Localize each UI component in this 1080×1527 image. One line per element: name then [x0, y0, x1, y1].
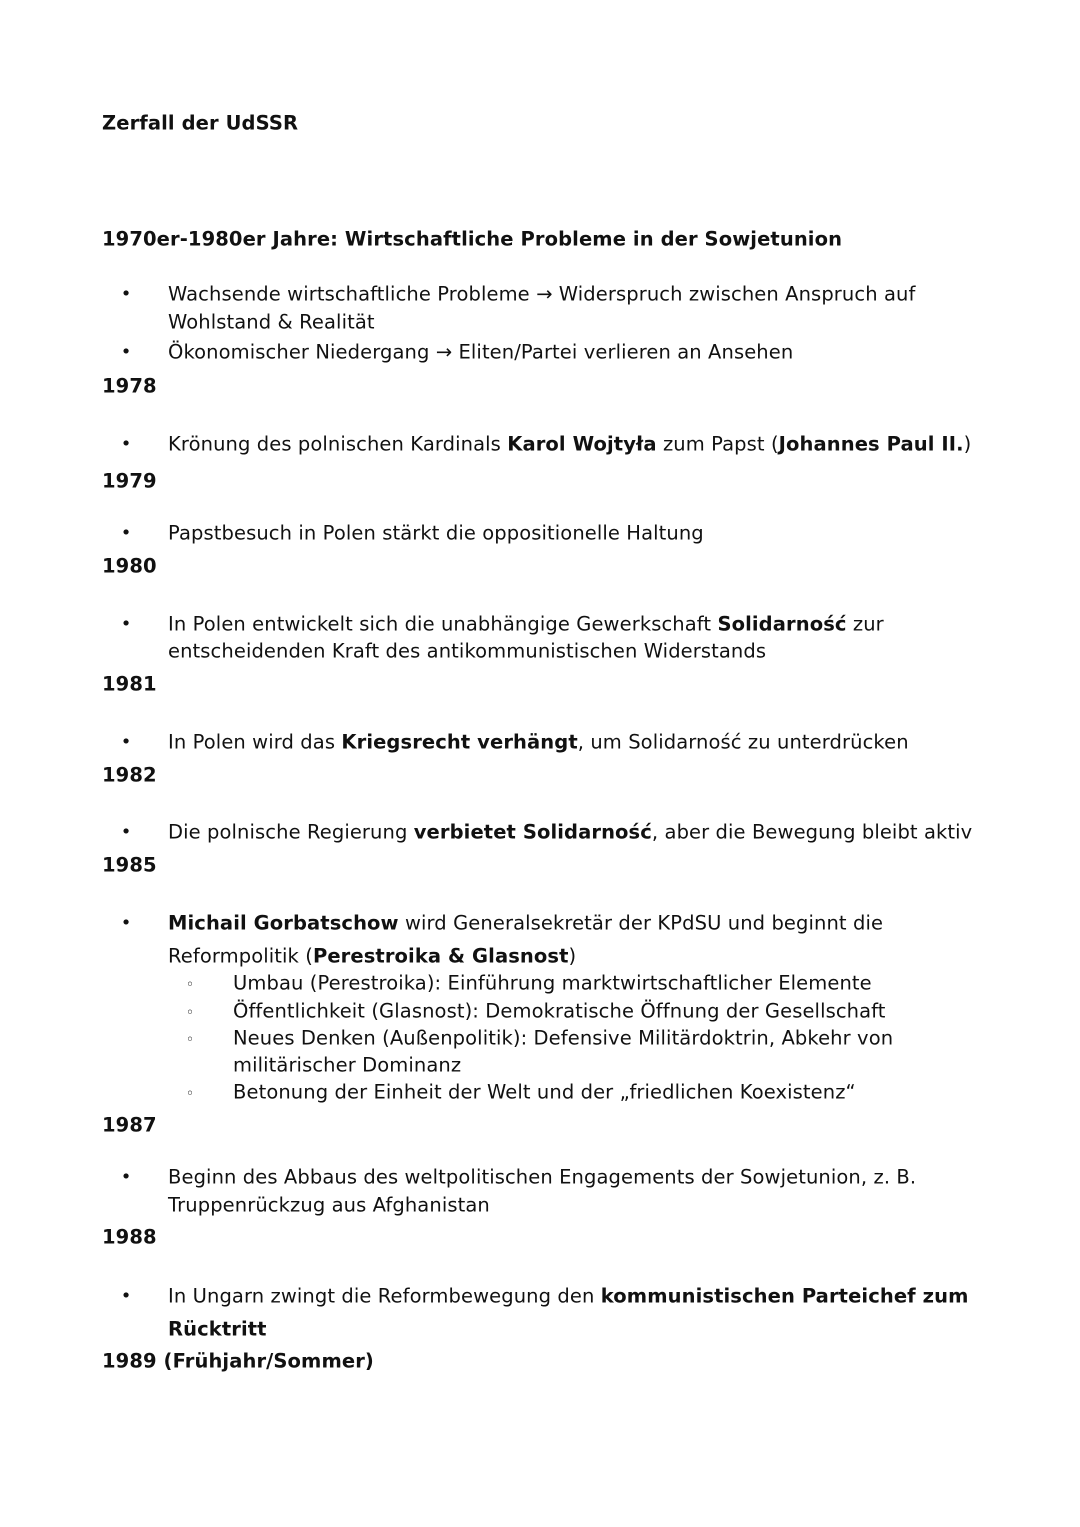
bullet-icon: • — [120, 1166, 132, 1188]
list-item — [233, 1028, 893, 1048]
year-heading — [102, 1351, 374, 1371]
bullet-icon: • — [120, 613, 132, 635]
list-item — [168, 1286, 968, 1306]
sub-bullet-icon: ◦ — [185, 1086, 195, 1102]
bullet-icon: • — [120, 522, 132, 544]
bold-text: 1981 — [102, 672, 157, 696]
bold-text: Michail Gorbatschow — [168, 911, 399, 935]
section-heading — [102, 229, 842, 249]
list-item — [168, 1167, 916, 1187]
text: Reformpolitik ( — [168, 944, 313, 968]
list-item — [168, 342, 793, 362]
bold-text: 1982 — [102, 763, 157, 787]
bullet-icon: • — [120, 433, 132, 455]
year-heading — [102, 674, 157, 694]
bullet-icon: • — [120, 731, 132, 753]
bold-text: 1980 — [102, 554, 157, 578]
bullet-icon: • — [120, 283, 132, 305]
list-item — [168, 732, 909, 752]
sub-bullet-icon: ◦ — [185, 1032, 195, 1048]
sub-bullet-icon: ◦ — [185, 977, 195, 993]
text: Die polnische Regierung — [168, 820, 414, 844]
year-heading — [102, 556, 157, 576]
bold-text: Rücktritt — [168, 1317, 267, 1341]
bold-text: 1970er-1980er Jahre: Wirtschaftliche Probleme in der Sowjetunion — [102, 227, 843, 251]
text: entscheidenden Kraft des antikommunistischen Widerstands — [168, 639, 767, 663]
list-item — [168, 641, 766, 661]
text: Ökonomischer Niedergang → Eliten/Partei verlieren an Ansehen — [168, 340, 794, 364]
list-item — [168, 312, 375, 332]
bold-text: Solidarność — [717, 612, 847, 636]
bold-text: kommunistischen Parteichef zum — [600, 1284, 969, 1308]
text: Wachsende wirtschaftliche Probleme → Widerspruch zwischen Anspruch auf — [168, 282, 916, 306]
text: Papstbesuch in Polen stärkt die oppositionelle Haltung — [168, 521, 704, 545]
bold-text: Kriegsrecht verhängt — [341, 730, 578, 754]
year-heading — [102, 1227, 157, 1247]
text: ) — [568, 944, 577, 968]
text: zum Papst ( — [656, 432, 779, 456]
list-item — [168, 1195, 490, 1215]
text: In Polen wird das — [168, 730, 342, 754]
text: , aber die Bewegung bleibt aktiv — [651, 820, 973, 844]
bullet-icon: • — [120, 821, 132, 843]
list-item — [233, 1001, 886, 1021]
page-title: Zerfall der UdSSR — [102, 111, 299, 135]
list-item — [168, 434, 971, 454]
bold-text: 1985 — [102, 853, 157, 877]
bold-text: 1989 (Frühjahr/Sommer) — [102, 1349, 374, 1373]
text: In Polen entwickelt sich die unabhängige Gewerkschaft — [168, 612, 718, 636]
year-heading — [102, 855, 157, 875]
text: , um Solidarność zu unterdrücken — [577, 730, 909, 754]
list-item — [168, 822, 972, 842]
text: Umbau (Perestroika): Einführung marktwirtschaftlicher Elemente — [233, 971, 872, 995]
list-item — [168, 284, 915, 304]
list-item — [168, 614, 884, 634]
year-heading — [102, 376, 157, 396]
text: zur — [846, 612, 884, 636]
text: Krönung des polnischen Kardinals — [168, 432, 508, 456]
text: Öffentlichkeit (Glasnost): Demokratische Öffnung der Gesellschaft — [233, 999, 886, 1023]
bold-text: 1978 — [102, 374, 157, 398]
text: wird Generalsekretär der KPdSU und beginnt die — [398, 911, 884, 935]
bullet-icon: • — [120, 1285, 132, 1307]
bold-text: 1988 — [102, 1225, 157, 1249]
bold-text: verbietet Solidarność — [413, 820, 652, 844]
sub-bullet-icon: ◦ — [185, 1005, 195, 1021]
year-heading — [102, 765, 157, 785]
list-item — [233, 973, 872, 993]
bold-text: Johannes Paul II. — [778, 432, 964, 456]
list-item — [168, 1319, 267, 1339]
year-heading — [102, 1115, 157, 1135]
bold-text: 1979 — [102, 469, 157, 493]
text: ) — [963, 432, 972, 456]
text: Beginn des Abbaus des weltpolitischen Engagements der Sowjetunion, z. B. — [168, 1165, 917, 1189]
text: Truppenrückzug aus Afghanistan — [168, 1193, 490, 1217]
bold-text: Perestroika & Glasnost — [312, 944, 569, 968]
text: Neues Denken (Außenpolitik): Defensive Militärdoktrin, Abkehr von — [233, 1026, 894, 1050]
text: Betonung der Einheit der Welt und der „friedlichen Koexistenz“ — [233, 1080, 856, 1104]
text: Wohlstand & Realität — [168, 310, 375, 334]
list-item — [233, 1082, 856, 1102]
bold-text: 1987 — [102, 1113, 157, 1137]
year-heading — [102, 471, 157, 491]
list-item — [233, 1055, 461, 1075]
text: militärischer Dominanz — [233, 1053, 462, 1077]
list-item — [168, 946, 576, 966]
bold-text: Karol Wojtyła — [507, 432, 657, 456]
bullet-icon: • — [120, 912, 132, 934]
list-item — [168, 523, 704, 543]
bullet-icon: • — [120, 341, 132, 363]
list-item — [168, 913, 883, 933]
text: In Ungarn zwingt die Reformbewegung den — [168, 1284, 601, 1308]
